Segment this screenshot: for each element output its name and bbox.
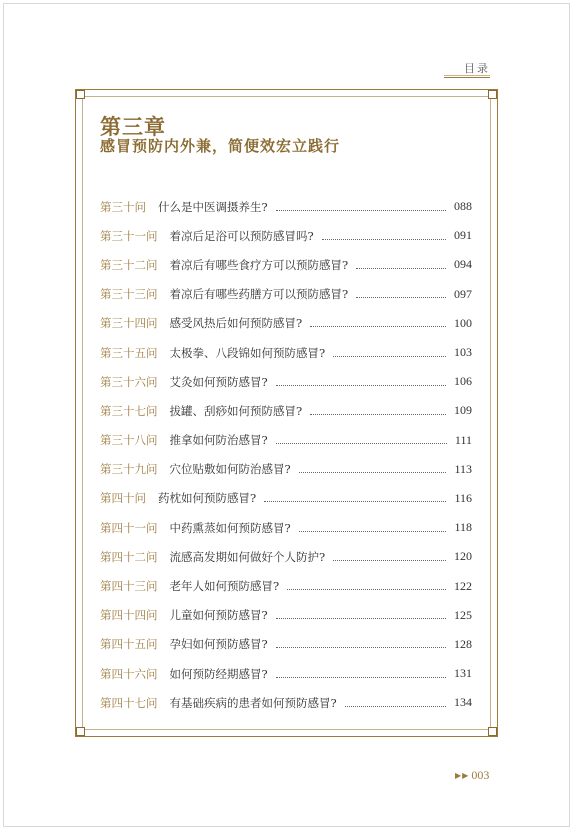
toc-question-number: 第三十七问 — [100, 403, 158, 418]
toc-question-number: 第三十六问 — [100, 374, 158, 389]
toc-page-number: 120 — [454, 549, 472, 564]
toc-question-title: 药枕如何预防感冒? — [158, 491, 257, 506]
toc-question-number: 第四十六问 — [100, 666, 158, 681]
toc-entry[interactable] — [100, 192, 472, 221]
toc-question-title: 着凉后有哪些食疗方可以预防感冒? — [169, 257, 349, 272]
toc-question-title: 着凉后足浴可以预防感冒吗? — [169, 228, 314, 243]
toc-question-title: 什么是中医调摄养生? — [158, 199, 268, 214]
toc-leader-dots — [299, 471, 447, 473]
toc-entry[interactable] — [100, 309, 472, 338]
toc-leader-dots — [310, 413, 446, 415]
toc-page-number: 134 — [454, 695, 472, 710]
toc-question-number: 第三十二问 — [100, 257, 158, 272]
toc-entry[interactable] — [100, 601, 472, 630]
toc-entry[interactable] — [100, 426, 472, 455]
toc-entry[interactable] — [100, 542, 472, 571]
toc-question-title: 着凉后有哪些药膳方可以预防感冒? — [169, 287, 349, 302]
toc-leader-dots — [356, 267, 446, 269]
toc-leader-dots — [322, 238, 446, 240]
toc-leader-dots — [276, 646, 446, 648]
toc-entry[interactable] — [100, 250, 472, 279]
toc-question-title: 太极拳、八段锦如何预防感冒? — [169, 345, 326, 360]
toc-question-title: 感受风热后如何预防感冒? — [169, 316, 303, 331]
toc-leader-dots — [276, 209, 446, 211]
toc-question-number: 第三十五问 — [100, 345, 158, 360]
toc-leader-dots — [356, 296, 446, 298]
toc-entry[interactable] — [100, 396, 472, 425]
toc-page-number: 091 — [454, 228, 472, 243]
toc-question-number: 第四十一问 — [100, 520, 158, 535]
toc-question-number: 第三十四问 — [100, 316, 158, 331]
toc-leader-dots — [299, 530, 447, 532]
toc-question-title: 推拿如何防治感冒? — [169, 433, 268, 448]
toc-entry[interactable] — [100, 338, 472, 367]
toc-entry[interactable] — [100, 455, 472, 484]
toc-question-number: 第三十三问 — [100, 287, 158, 302]
toc-page-number: 131 — [454, 666, 472, 681]
chapter-subtitle: 感冒预防内外兼，简便效宏立践行 — [100, 137, 341, 155]
toc-question-number: 第三十问 — [100, 199, 146, 214]
toc-leader-dots — [333, 355, 446, 357]
running-header: 目录 — [464, 62, 490, 75]
toc-page-number: 088 — [454, 199, 472, 214]
toc-leader-dots — [276, 617, 446, 619]
toc-entry[interactable] — [100, 688, 472, 717]
toc-question-number: 第四十五问 — [100, 637, 158, 652]
frame-corner-ornament — [76, 90, 85, 99]
toc-question-number: 第三十一问 — [100, 228, 158, 243]
toc-leader-dots — [264, 500, 446, 502]
toc-page-number: 125 — [454, 607, 472, 622]
toc-entry[interactable] — [100, 571, 472, 600]
toc-question-title: 穴位贴敷如何防治感冒? — [169, 462, 291, 477]
toc-leader-dots — [345, 705, 446, 707]
frame-corner-ornament — [488, 90, 497, 99]
toc-entry[interactable] — [100, 513, 472, 542]
toc-entry[interactable] — [100, 367, 472, 396]
toc-question-title: 流感高发期如何做好个人防护? — [169, 549, 326, 564]
table-of-contents — [100, 192, 472, 717]
toc-page-number: 116 — [454, 490, 472, 505]
toc-question-number: 第三十九问 — [100, 462, 158, 477]
page-footer — [455, 768, 489, 783]
toc-page-number: 097 — [454, 286, 472, 301]
toc-page-number: 100 — [454, 315, 472, 330]
toc-question-number: 第四十二问 — [100, 549, 158, 564]
toc-question-number: 第三十八问 — [100, 433, 158, 448]
toc-question-title: 中药熏蒸如何预防感冒? — [169, 520, 291, 535]
toc-page-number: 128 — [454, 636, 472, 651]
toc-question-title: 艾灸如何预防感冒? — [169, 374, 268, 389]
toc-page-number: 106 — [454, 374, 472, 389]
toc-page-number: 111 — [454, 432, 472, 447]
toc-question-title: 如何预防经期感冒? — [169, 666, 268, 681]
toc-leader-dots — [276, 442, 447, 444]
toc-question-title: 儿童如何预防感冒? — [169, 608, 268, 623]
toc-question-title: 老年人如何预防感冒? — [169, 579, 280, 594]
chapter-title: 第三章 — [100, 114, 166, 139]
page-number: 003 — [471, 768, 490, 782]
toc-question-number: 第四十四问 — [100, 608, 158, 623]
frame-corner-ornament — [488, 727, 497, 736]
toc-page-number: 118 — [454, 520, 472, 535]
toc-question-title: 孕妇如何预防感冒? — [169, 637, 268, 652]
toc-page-number: 103 — [454, 345, 472, 360]
toc-entry[interactable] — [100, 659, 472, 688]
arrow-icon: ▶▶ — [455, 771, 470, 780]
toc-page-number: 113 — [454, 461, 472, 476]
header-rule — [444, 77, 490, 78]
toc-question-number: 第四十问 — [100, 491, 146, 506]
toc-question-title: 拔罐、刮痧如何预防感冒? — [169, 403, 303, 418]
frame-corner-ornament — [76, 727, 85, 736]
toc-leader-dots — [333, 559, 446, 561]
toc-page-number: 122 — [454, 578, 472, 593]
toc-leader-dots — [287, 588, 446, 590]
toc-question-title: 有基础疾病的患者如何预防感冒? — [169, 695, 337, 710]
toc-page-number: 094 — [454, 257, 472, 272]
toc-question-number: 第四十七问 — [100, 695, 158, 710]
toc-page-number: 109 — [454, 403, 472, 418]
toc-question-number: 第四十三问 — [100, 579, 158, 594]
toc-leader-dots — [310, 325, 446, 327]
toc-entry[interactable] — [100, 221, 472, 250]
toc-leader-dots — [276, 676, 446, 678]
toc-leader-dots — [276, 384, 446, 386]
toc-entry[interactable] — [100, 484, 472, 513]
toc-entry[interactable] — [100, 280, 472, 309]
toc-entry[interactable] — [100, 630, 472, 659]
